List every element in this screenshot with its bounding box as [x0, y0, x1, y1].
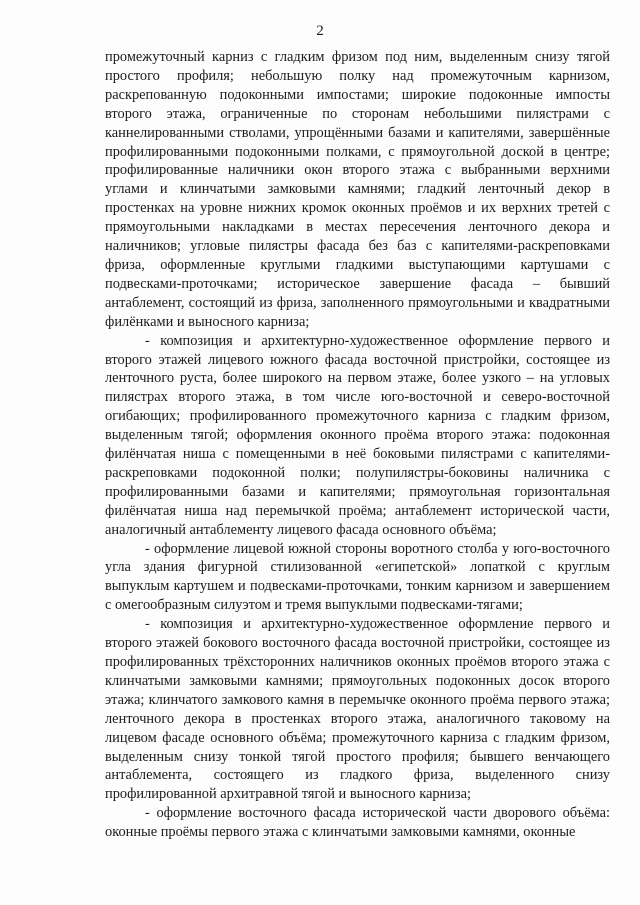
- body-text: [105, 48, 610, 842]
- paragraph-south-facade-east-annex: - композиция и архитектурно-художественное оформление первого и второго этажей лицевого южного фасада восточной пристройки, состоящее из ленточного руста, более широкого на первом этаже, более узкого – на угловых пилястрах второго этажа, в том числе юго-восточной и северо-восточной огибающих; профилированного промежуточного карниза с гладким фризом, выделенным тягой; оформления оконного проёма второго этажа: подоконная филёнчатая ниша с помещенными в неё боковыми пилястрами с капителями-раскреповками подоконной полки; полупилястры-боковины наличника с профилированными базами и капителями; прямоугольная горизонтальная филёнчатая ниша над перемычкой проёма; антаблемент исторической части, аналогичный антаблементу лицевого фасада основного объёма;: [105, 332, 610, 538]
- paragraph-east-facade-courtyard: - оформление восточного фасада исторической части дворового объёма: оконные проёмы первого этажа с клинчатыми замковыми камнями, оконные: [105, 805, 610, 841]
- paragraph-continuation: промежуточный карниз с гладким фризом под ним, выделенным снизу тягой простого профиля; небольшую полку над промежуточным карнизом, раскрепованную подоконными импостами; широкие подоконные импосты второго этажа, ограниченные по сторонам небольшими пилястрами с каннелированными стволами, упрощёнными базами и капителями, завершённые профилированными подоконными полками, с прямоугольной доской в центре; профилированные наличники окон второго этажа с выбранными верхними углами и клинчатыми замковыми камнями; гладкий ленточный декор в простенках на уровне нижних кромок оконных проёмов и их верхних третей с прямоугольными накладками в местах пересечения ленточного декора и наличников; угловые пилястры фасада без баз с капителями-раскреповками фриза, оформленные круглыми гладкими выступающими картушами с подвесками-проточками; историческое завершение фасада – бывший антаблемент, состоящий из фриза, заполненного прямоугольными и квадратными филёнками и выносного карниза;: [105, 49, 610, 330]
- page-number: 2: [316, 23, 324, 39]
- paragraph-east-facade-east-annex: - композиция и архитектурно-художественное оформление первого и второго этажей бокового восточного фасада восточной пристройки, состоящее из профилированных трёхсторонних наличников оконных проёмов второго этажа с клинчатыми замковыми камнями; прямоугольных подоконных досок второго этажа; клинчатого замкового камня в перемычке оконного проёма первого этажа; ленточного декора в простенках второго этажа, аналогичного таковому на лицевом фасаде основного объёма; промежуточного карниза с гладким фризом, выделенным снизу тонкой тягой простого профиля; бывшего венчающего антаблемента, состоящего из гладкого фриза, выделенного снизу профилированной архитравной тягой и выносного карниза;: [105, 616, 610, 803]
- paragraph-gate-pillar: - оформление лицевой южной стороны воротного столба у юго-восточного угла здания фигурной стилизованной «египетской» лопаткой с круглым выпуклым картушем и подвесками-проточками, тонким карнизом и завершением с омегообразным силуэтом и тремя выпуклыми подвесками-тягами;: [105, 540, 610, 614]
